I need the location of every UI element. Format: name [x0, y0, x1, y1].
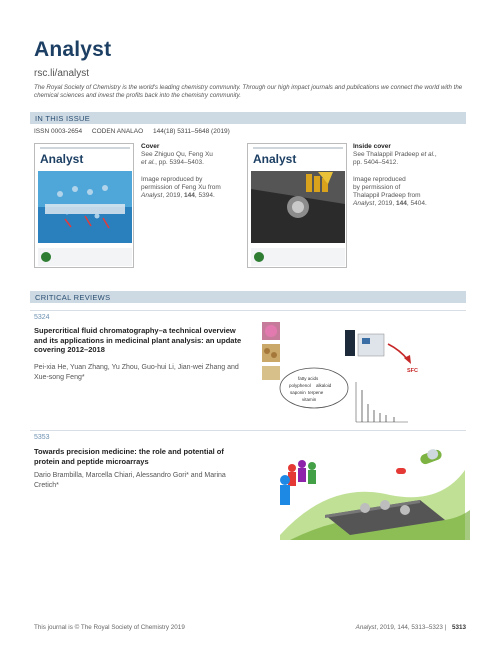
cover-year: , 2019,: [162, 192, 185, 200]
chromatogram-peaks: [362, 390, 394, 422]
label-terpene: terpene: [308, 390, 324, 395]
issn-line: [34, 128, 238, 135]
cover-description: [141, 143, 241, 200]
label-saponin: saponin: [290, 390, 306, 395]
article-title[interactable]: Supercritical fluid chromatography–a technical overview and its applications in medicinal plant analysis: an update covering 2012–2018: [34, 326, 242, 354]
inside-cover-vol: 144: [396, 200, 407, 208]
footer-copyright: This journal is © The Royal Society of Chemistry 2019: [34, 624, 185, 631]
in-this-issue-label: IN THIS ISSUE: [35, 114, 91, 123]
inside-cover-year: , 2019,: [374, 200, 397, 208]
compound-cloud: [280, 368, 348, 408]
cover-journal: Analyst: [141, 192, 163, 200]
cover-repro-1: Image reproduced by: [141, 175, 203, 183]
footer-citation: [356, 624, 466, 631]
footer-volume: , 2019, 144, 5313–5323: [376, 624, 443, 631]
article-page-number: 5353: [34, 434, 50, 441]
people-icons: [280, 460, 316, 505]
inside-cover-repro-1: Image reproduced: [353, 175, 406, 183]
cover-image: [34, 143, 134, 268]
plant-photo-2: [262, 344, 280, 362]
journal-title: Analyst: [34, 38, 112, 61]
label-fatty-acids: fatty acids: [298, 376, 319, 381]
article-graphic-microarray: [270, 440, 470, 540]
cover-vol: 144: [184, 192, 195, 200]
label-alkaloid: alkaloid: [316, 383, 332, 388]
inside-cover-pages[interactable]: pp. 5404–5412.: [353, 159, 399, 167]
article-page-number: 5324: [34, 314, 50, 321]
cover-pages[interactable]: , pp. 5394–5403.: [155, 159, 204, 167]
inside-cover-journal: Analyst: [353, 200, 375, 208]
article-divider: [30, 430, 466, 431]
instrument-1: [345, 330, 355, 356]
cover-top-rule: [40, 147, 130, 149]
critical-reviews-bar: [30, 291, 466, 303]
inside-cover-comma: ,: [434, 151, 437, 159]
cover-page: , 5394.: [194, 192, 215, 200]
coden: CODEN ANALAO: [91, 128, 144, 135]
label-polyphenol: polyphenol: [289, 383, 311, 388]
journal-url[interactable]: rsc.li/analyst: [34, 68, 90, 79]
plant-photo-3: [262, 366, 280, 380]
critical-reviews-label: CRITICAL REVIEWS: [35, 293, 111, 302]
journal-intro: The Royal Society of Chemistry is the world's leading chemistry community. Through our high impact journals and publications we connect the world with the chemical sciences and invest the profits back into the chemistry community.: [34, 84, 463, 99]
inside-cover-top-rule: [253, 147, 343, 149]
footer-separator: |: [444, 624, 447, 631]
red-pill: [396, 468, 406, 474]
label-sfc: SFC: [407, 368, 418, 374]
inside-cover-image: [247, 143, 347, 268]
cover-see: See Zhiguo Qu, Feng Xu: [141, 151, 213, 159]
article-authors: Pei-xia He, Yuan Zhang, Yu Zhou, Guo-hui Li, Jian-wei Zhang and Xue-song Feng*: [34, 364, 239, 381]
cover-brand: Analyst: [40, 152, 84, 166]
label-vitamin: vitamin: [302, 397, 317, 402]
footer-page-number: 5313: [451, 624, 466, 631]
in-this-issue-bar: [30, 112, 466, 124]
article-graphic-sfc: [258, 320, 458, 430]
inside-cover-page: , 5404.: [406, 200, 427, 208]
instrument-2: [358, 334, 384, 356]
inside-cover-brand: Analyst: [253, 152, 297, 166]
issn: ISSN 0003-2654: [34, 128, 83, 135]
article-authors: Dario Brambilla, Marcella Chiari, Alessandro Gori* and Marina Cretich*: [34, 472, 226, 489]
cover-repro-2: permission of Feng Xu from: [141, 183, 221, 191]
article-title[interactable]: Towards precision medicine: the role and potential of protein and peptide microarrays: [34, 447, 224, 466]
inside-cover-repro-2: by permission of: [353, 183, 401, 191]
cover-title: Cover: [141, 143, 160, 150]
inside-cover-description: [353, 143, 463, 208]
article-divider: [30, 310, 466, 311]
inside-cover-etal: et al.: [420, 151, 435, 159]
cover-etal: et al.: [141, 159, 156, 167]
inside-cover-title: Inside cover: [353, 143, 391, 150]
inside-cover-repro-3: Thalappil Pradeep from: [353, 192, 421, 200]
footer-journal: Analyst: [355, 624, 377, 631]
volume-info: 144(18) 5311–5648 (2019): [152, 128, 230, 135]
inside-cover-see: See Thalappil Pradeep: [353, 151, 420, 159]
